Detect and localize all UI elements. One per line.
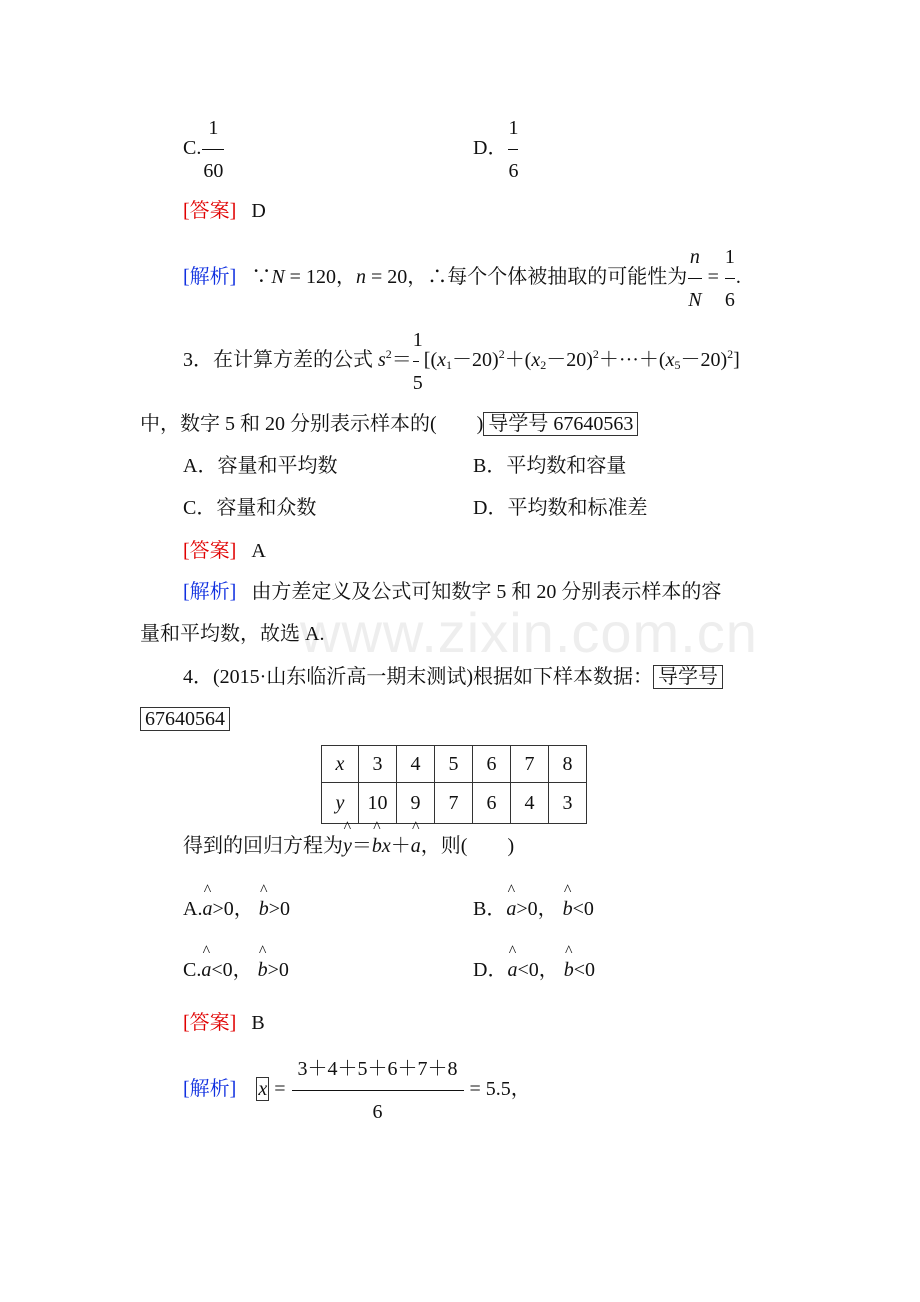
guide-number[interactable]: 导学号 [653,665,723,689]
option-c: C. $\frac{1}{60}$ [183,117,224,182]
option-d: D． $\frac{1}{6}$ [473,117,519,182]
answer-tag: [答案] [183,1012,237,1034]
data-table [321,745,587,824]
analysis-line: [解析] x = $\frac{3+4+5+6+7+8}{6}$ = 5.5， [183,1058,531,1123]
table-row: y 10 9 7 6 4 3 [322,783,587,824]
answer-tag: [答案] [183,200,237,222]
answer-tag: [答案] [183,540,237,562]
analysis-line-cont: 量和平均数，故选 A. [140,623,325,645]
option-a: A.^ a>0， ^ b>0 [183,897,290,921]
guide-number[interactable]: 导学号 67640563 [483,412,638,436]
table-row: x 3 4 5 6 7 8 [322,746,587,783]
guide-number-digits[interactable]: 67640564 [140,707,230,731]
analysis-line: [解析] ∵N = 120，n = 20，∴每个个体被抽取的可能性为 $\frac{n}{N}$ = $\frac{1}{6}$ . [183,246,741,311]
option-b: B．^ a>0， ^ b<0 [473,897,594,921]
analysis-tag: [解析] [183,581,237,603]
option-d: D．平均数和标准差 [473,497,648,519]
question-3-stem: 3．在计算方差的公式 $s^2=$ $\frac{1}{5}$ $[(x_1-20)^2+(x_2-20)^2+\cdot\cdot\cdot+(x_5-20)^2]$ [183,329,740,394]
analysis-tag: [解析] [183,1078,237,1101]
option-d: D．^ a<0， ^ b<0 [473,958,595,982]
option-a: A．容量和平均数 [183,455,338,477]
x-bar: x [258,1078,268,1101]
question-4-stem: 4．(2015·山东临沂高一期末测试)根据如下样本数据： 导学号 [183,665,723,689]
regression-equation: 得到的回归方程为^ y＝^ bx＋^ a，则( ) [183,834,514,858]
answer-line: [答案] D [183,200,266,222]
answer-line: [答案] B [183,1012,265,1034]
answer-line: [答案] A [183,540,266,562]
guide-number-cont [140,707,230,731]
option-c: C.^ a<0， ^ b>0 [183,958,289,982]
analysis-tag: [解析] [183,266,237,289]
analysis-line: [解析] 由方差定义及公式可知数字 5 和 20 分别表示样本的容 [183,581,722,603]
watermark: www.zixin.com.cn [300,601,758,664]
option-b: B．平均数和容量 [473,455,627,477]
question-3-stem-cont: 中，数字 5 和 20 分别表示样本的( ) 导学号 67640563 [140,412,638,436]
option-c: C．容量和众数 [183,497,317,519]
